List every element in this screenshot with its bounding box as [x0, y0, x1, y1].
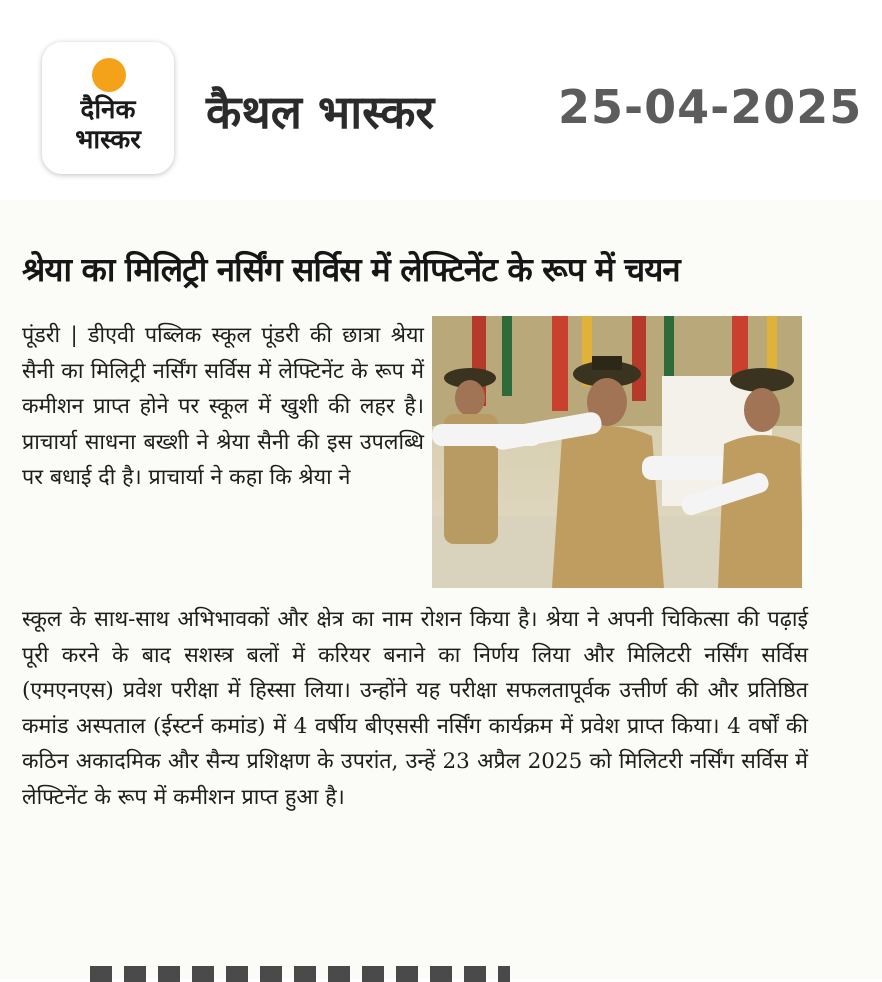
article-headline: श्रेया का मिलिट्री नर्सिंग सर्विस में लेफ्टिनेंट के रूप में चयन — [22, 250, 680, 289]
next-headline-fragment — [90, 966, 510, 982]
edition-title: कैथल भास्कर — [206, 85, 435, 139]
article-body-top: पूंडरी | डीएवी पब्लिक स्कूल पूंडरी की छात्रा श्रेया सैनी का मिलिट्री नर्सिंग सर्विस में लेफ्टिनेंट के रूप में कमीशन प्राप्त होने पर स्कूल में खुशी की लहर है। प्राचार्या साधना बख्शी ने श्रेया सैनी की इस उपलब्धि पर बधाई दी है। प्राचार्या ने कहा कि श्रेया ने — [22, 323, 424, 490]
logo-line1: दैनिक — [80, 95, 136, 125]
sun-dot-icon — [92, 58, 126, 92]
parade-photo-icon — [432, 316, 802, 588]
article-body-bottom: स्कूल के साथ-साथ अभिभावकों और क्षेत्र का नाम रोशन किया है। श्रेया ने अपनी चिकित्सा की पढ़ाई पूरी करने के बाद सशस्त्र बलों में करियर बनाने का निर्णय लिया और मिलिटरी नर्सिंग सर्विस (एमएनएस) प्रवेश परीक्षा में हिस्सा लिया। उन्होंने यह परीक्षा सफलतापूर्वक उत्तीर्ण की और प्रतिष्ठित कमांड अस्पताल (ईस्टर्न कमांड) में 4 वर्षीय बीएससी नर्सिंग कार्यक्रम में प्रवेश प्राप्त किया। 4 वर्षों की कठिन अकादमिक और सैन्य प्रशिक्षण के उपरांत, उन्हें 23 अप्रैल 2025 को मिलिटरी नर्सिंग सर्विस में लेफ्टिनेंट के रूप में कमीशन प्राप्त हुआ है। — [22, 607, 808, 810]
parade-photo — [432, 316, 802, 588]
logo-line2: भास्कर — [75, 125, 141, 155]
edition-date: 25-04-2025 — [558, 80, 863, 134]
dainik-bhaskar-logo[interactable] — [42, 42, 174, 174]
header — [0, 0, 882, 200]
